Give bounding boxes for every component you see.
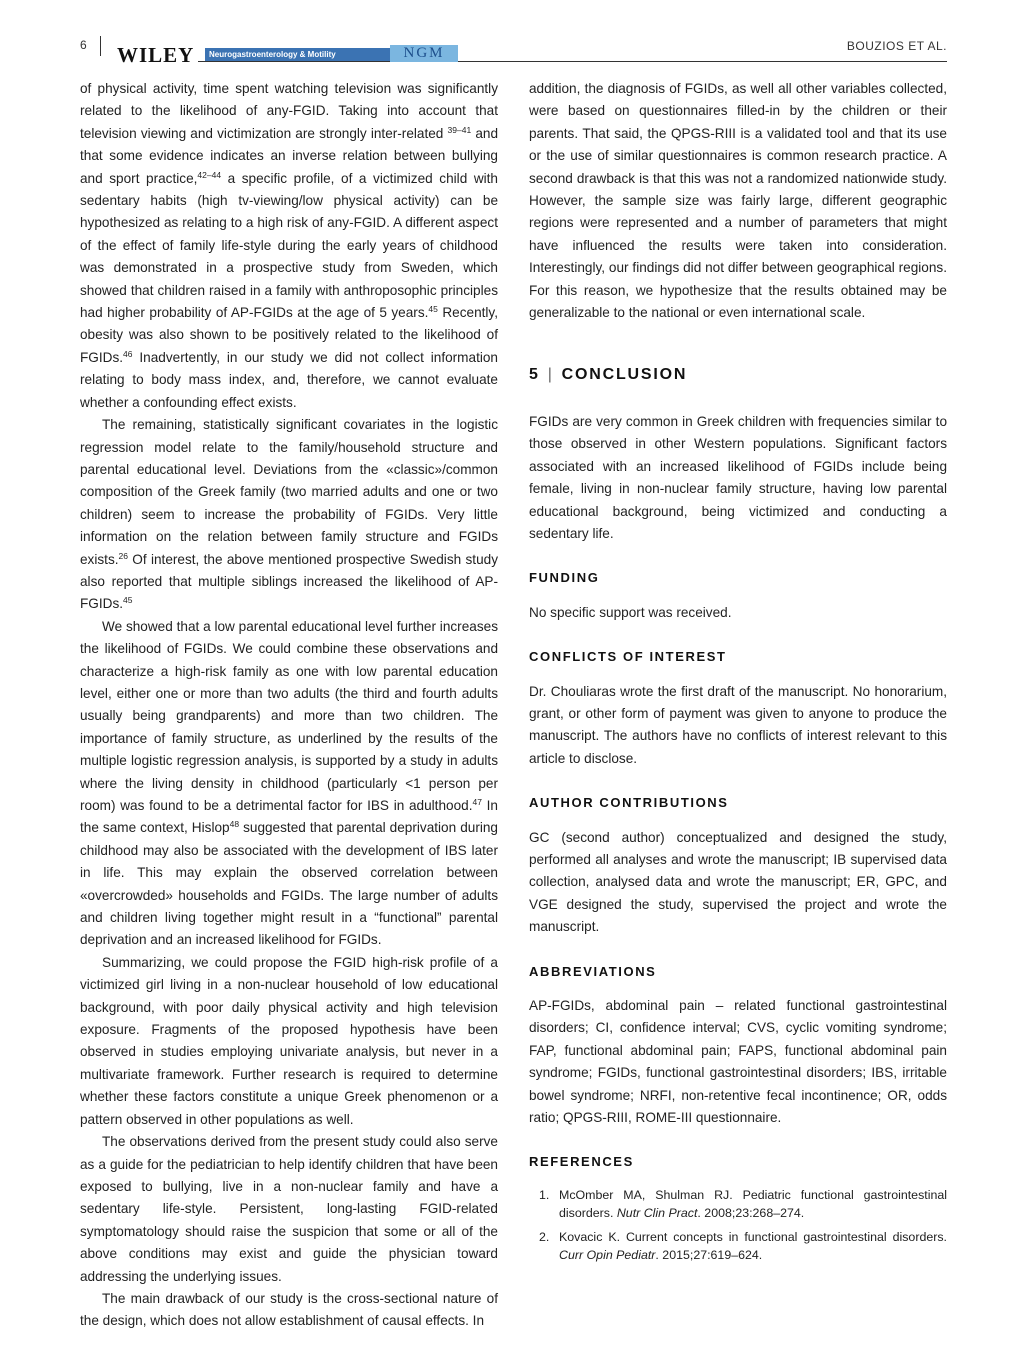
citation: 46 <box>123 348 133 359</box>
left-column <box>80 78 498 1333</box>
heading-contributions: AUTHOR CONTRIBUTIONS <box>529 795 729 811</box>
citation: 42–44 <box>197 169 222 180</box>
paragraph: We showed that a low parental educational level further increases the likelihood of FGIDs. We could combine these observations and characterize a high-risk family as one with low parental education level, either one or more than two adults (the third and fourth adults usually being grandparents) and more than two children. The importance of family structure, as underlined by the results of the multiple logistic regression analysis, is supported by a study in adults where the living density in childhood (particularly <1 person per room) was found to be a detrimental factor for IBS in adulthood.$^{47}$ In the same context, Hislop$^{48}$ suggested that parental deprivation during childhood may also be associated with the development of IBS later in life. This may explain the observed correlation between «overcrowded» households and FGIDs. The large number of adults and children living together might result in a “functional” parental deprivation and an increased likelihood for FGIDs. <box>80 618 498 948</box>
paragraph: The main drawback of our study is the cross-sectional nature of the design, which does not allow establishment of causal effects. In <box>80 1290 498 1329</box>
paragraph: of physical activity, time spent watching television was significantly related to the likelihood of any-FGID. Taking into account that television viewing and victimization are strongly inter-related $^{39-41}$ and that some evidence indicates an inverse relation between bullying and sport practice,$^{42-44}$ a specific profile, of a victimized child with sedentary habits (high tv-viewing/low physical activity) can be hypothesized as relating to a high risk of any-FGID. A different aspect of the effect of family life-style during the early years of childhood was demonstrated in a prospective study from Sweden, which showed that children raised in a family with anthroposophic principles had higher probability of AP-FGIDs at the age of 5 years.$^{45}$ Recently, obesity was also shown to be positively related to the likelihood of FGIDs.$^{46}$ Inadvertently, in our study we did not collect information relating to body mass index, and, therefore, we cannot evaluate whether a confounding effect exists. <box>80 81 498 410</box>
paragraph: Dr. Chouliaras wrote the first draft of the manuscript. No honorarium, grant, or other form of payment was given to anyone to produce the manuscript. The authors have no conflicts of interest relevant to this article to disclose. <box>529 683 947 766</box>
paragraph: addition, the diagnosis of FGIDs, as well all other variables collected, were based on questionnaires filled-in by the children or their parents. That said, the QPGS-RIII is a validated tool and that its use or the use of similar questionnaires is common research practice. A second drawback is that this was not a randomized nationwide study. However, the sample size was fairly large, different geographic regions were represented and a number of parameters that might have influenced the results were taken into consideration. Interestingly, our findings did not differ between geographical regions. For this reason, we hypothesize that the results obtained may be generalizable to the national or even international scale. <box>529 81 947 321</box>
right-column <box>529 78 947 1270</box>
reference-item: 2. Kovacic K. Current concepts in functional gastrointestinal disorders. Curr Opin Pediatr. 2015;27:619–624. <box>539 1229 947 1262</box>
heading-abbreviations: ABBREVIATIONS <box>529 963 657 979</box>
journal-name-banner: Neurogastroenterology & Motility <box>205 48 390 61</box>
paragraph: No specific support was received. <box>529 604 732 620</box>
reference-item: 1. McOmber MA, Shulman RJ. Pediatric functional gastrointestinal disorders. Nutr Clin Pract. 2008;23:268–274. <box>539 1187 947 1220</box>
heading-references: REFERENCES <box>529 1154 634 1170</box>
paragraph: The remaining, statistically significant covariates in the logistic regression model relate to the family/household structure and parental educational level. Deviations from the «classic»/common composition of the Greek family (two married adults and one or two children) seem to increase the probability of FGIDs. Very little information on the relation between family structure and FGIDs exists.$^{26}$ Of interest, the above mentioned prospective Swedish study also reported that multiple siblings increased the likelihood of AP-FGIDs.$^{45}$ <box>80 417 498 612</box>
page-header <box>80 34 947 74</box>
paragraph: AP-FGIDs, abdominal pain – related functional gastrointestinal disorders; CI, confidence interval; CVS, cyclic vomiting syndrome; FAP, functional abdominal pain; FAPS, functional abdominal pain syndrome; FGIDs, functional gastrointestinal disorders; IBS, irritable bowel syndrome; NRFI, non-retentive fecal incontinence; OR, odds ratio; QPGS-RIII, ROME-III questionnaire. <box>529 998 947 1126</box>
citation: 47 <box>472 797 482 807</box>
journal-logo: NGM <box>390 45 458 62</box>
citation: 48 <box>229 819 240 830</box>
paragraph: GC (second author) conceptualized and designed the study, performed all analyses and wrote the manuscript; IB supervised data collection, analysed data and wrote the manuscript; ER, GPC, and VGE designed the study, supervised the project and wrote the manuscript. <box>529 829 947 935</box>
header-rule <box>198 61 947 62</box>
publisher-logo: WILEY <box>117 43 195 67</box>
paragraph: The observations derived from the present study could also serve as a guide for the pediatrician to help identify children that have been exposed to bullying, live in a non-nuclear family and have a sedentary life-style. Persistent, long-lasting FGID-related symptomatology should raise the suspicion that some or all of the above conditions may exist and guide the physician toward addressing the underlying issues. <box>80 1134 498 1284</box>
citation: 26 <box>118 550 128 561</box>
citation: 45 <box>428 304 438 315</box>
paragraph: Summarizing, we could propose the FGID high-risk profile of a victimized girl living in a non-nuclear household of low educational background, with poor daily physical activity and high television exposure. Fragments of the proposed hypothesis have been observed in studies employing univariate analysis, but never in a multivariate framework. Further research is required to determine whether these factors constitute a unique Greek phenomenon or a pattern observed in other populations as well. <box>80 954 498 1127</box>
section-heading-conclusion: 5 | CONCLUSION <box>529 366 688 384</box>
reference-list <box>529 1186 947 1264</box>
heading-funding: FUNDING <box>529 570 600 586</box>
heading-conflicts: CONFLICTS OF INTEREST <box>529 649 727 665</box>
citation: 39–41 <box>447 124 472 135</box>
page-number: 6 <box>80 38 87 52</box>
paragraph: FGIDs are very common in Greek children with frequencies similar to those observed in other Western populations. Significant factors associated with an increased likelihood of FGIDs include being female, living in non-nuclear family structure, having low parental educational background, being victimized and conducting a sedentary life. <box>529 413 947 541</box>
header-tick <box>100 36 101 56</box>
running-title: BOUZIOS ET AL. <box>846 39 947 53</box>
citation: 45 <box>123 595 133 606</box>
